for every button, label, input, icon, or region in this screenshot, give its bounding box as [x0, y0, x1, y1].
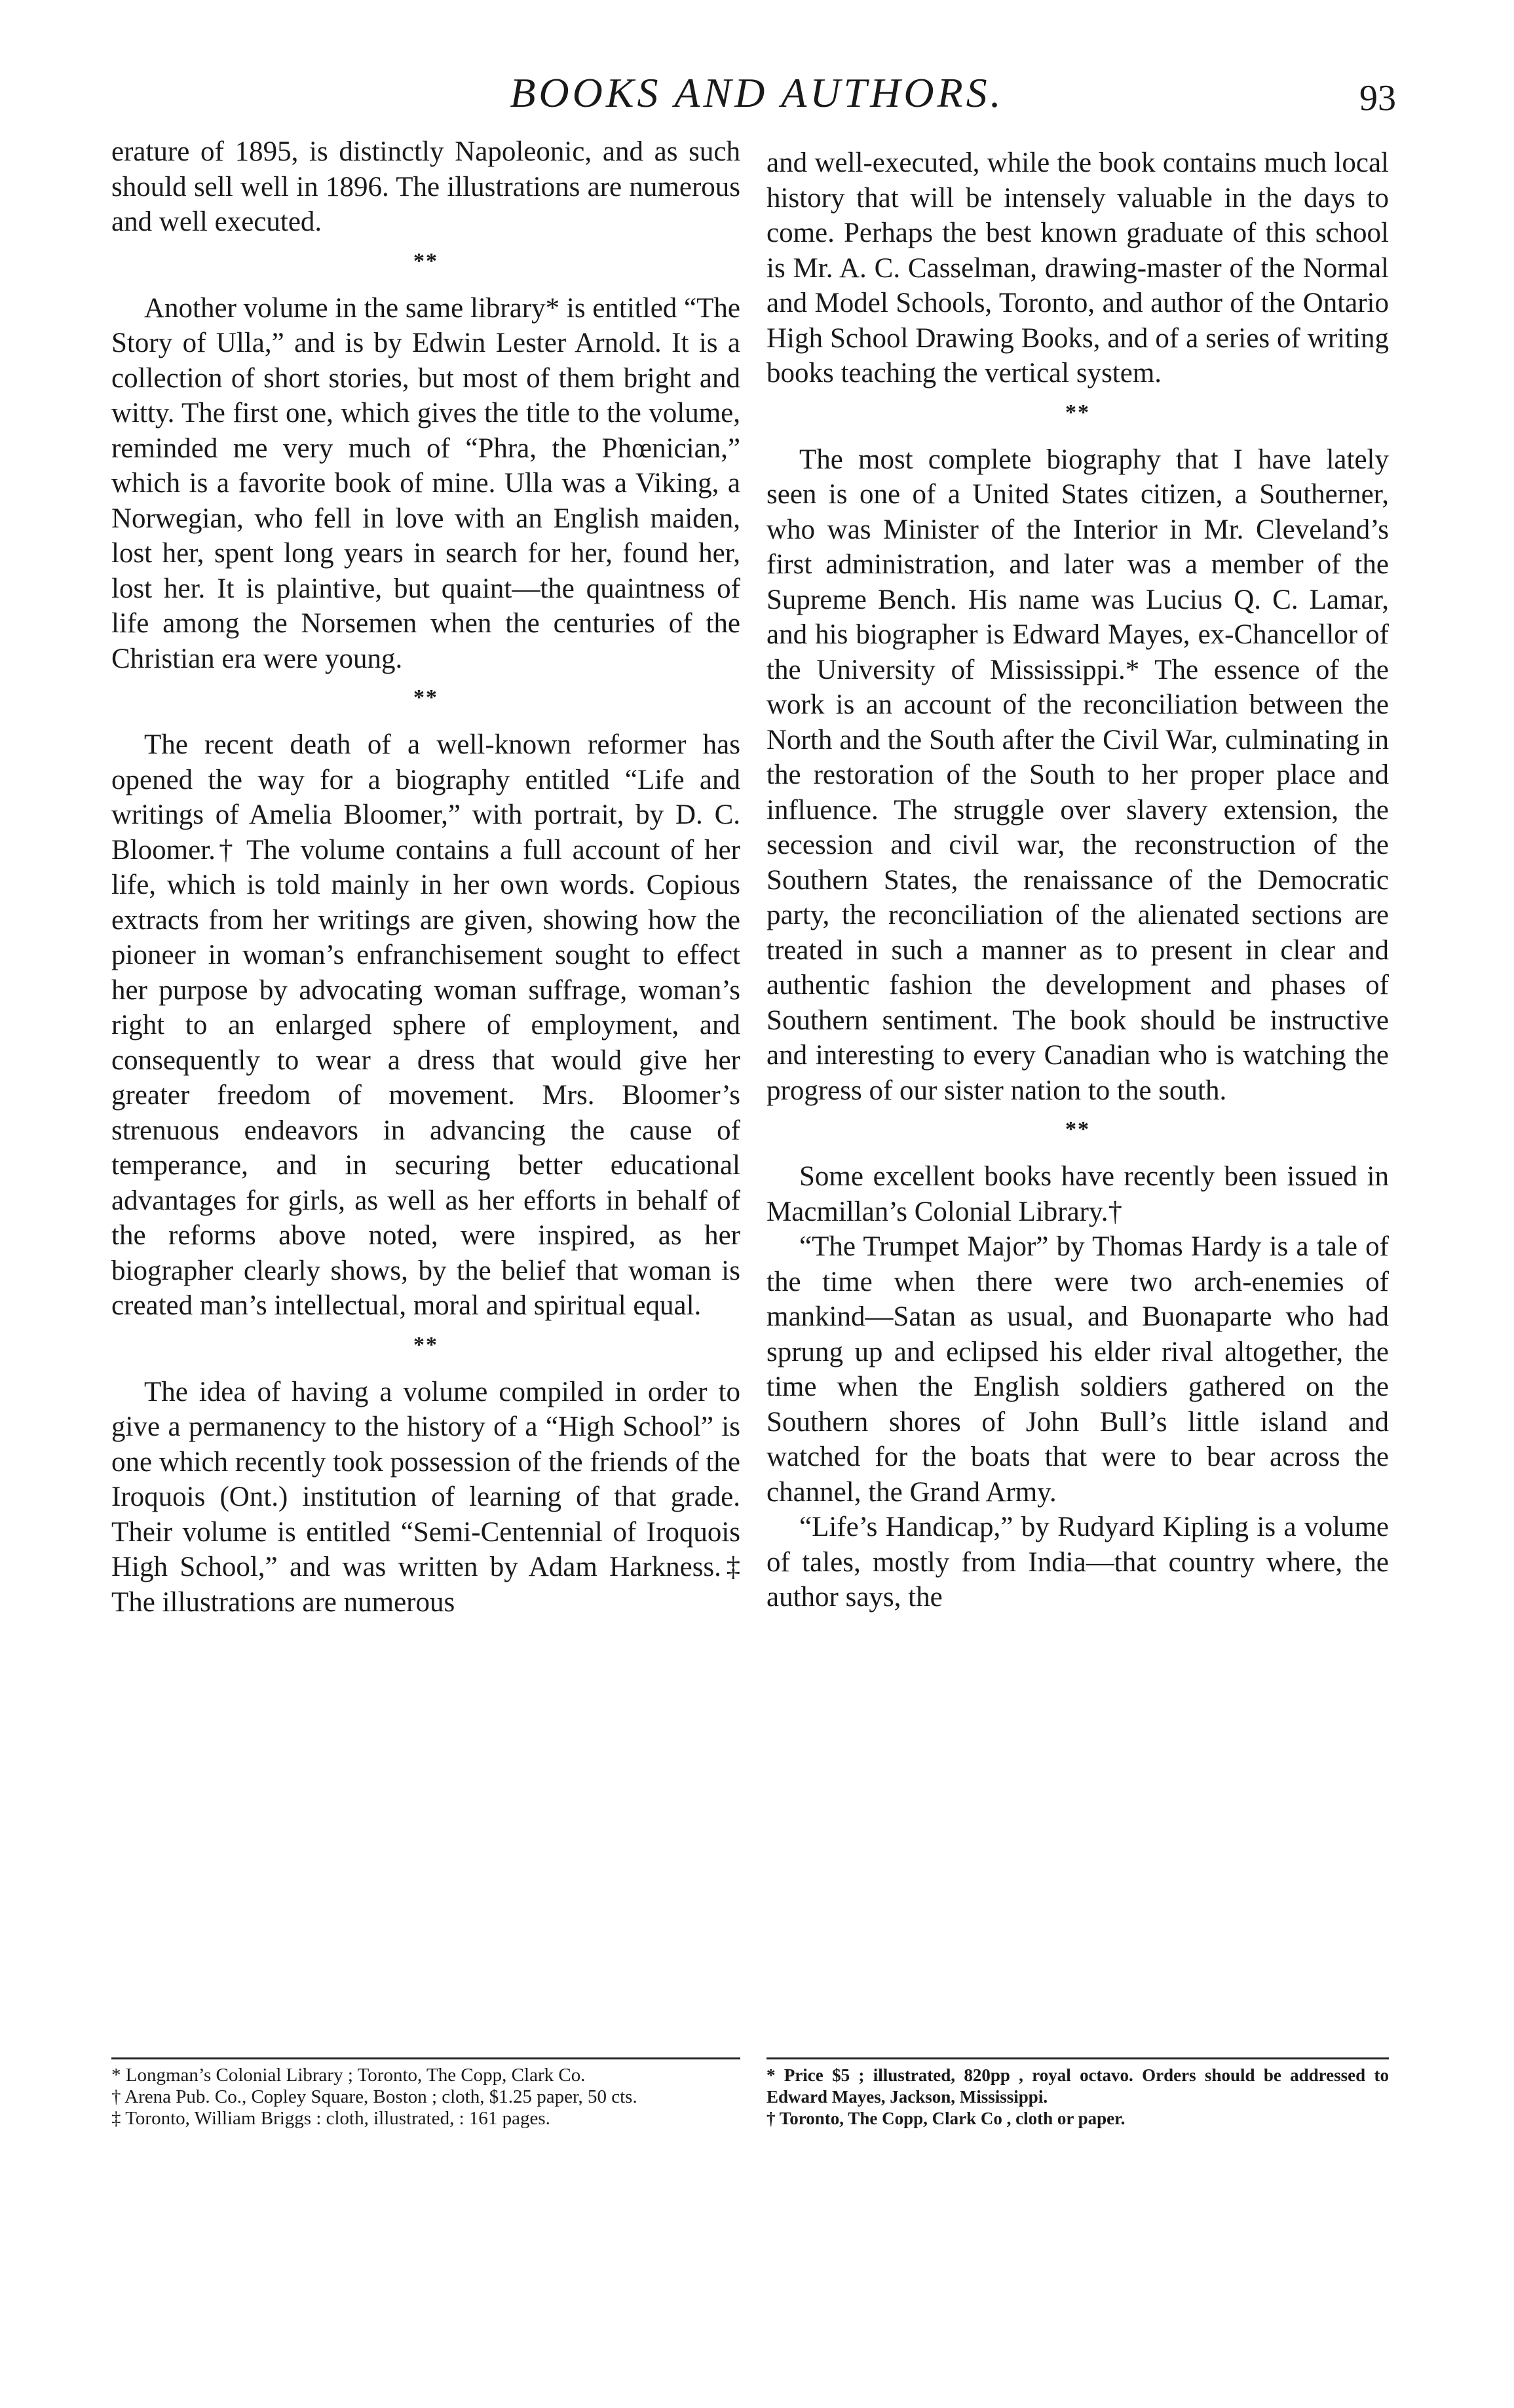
footnote: * Longman’s Colonial Library ; Toronto, The Copp, Clark Co. [111, 2065, 586, 2086]
left-column [111, 134, 740, 1620]
footnote: † Toronto, The Copp, Clark Co , cloth or paper. [766, 2109, 1126, 2128]
footnote: * Price $5 ; illustrated, 820pp , royal octavo. Orders should be addressed to Edward Mayes, Jackson, Mississippi. [766, 2065, 1389, 2107]
page-number: 93 [1359, 78, 1396, 119]
right-paragraph-5: “Life’s Handicap,” by Rudyard Kipling is a volume of tales, mostly from India—that country where, the author says, the [766, 1512, 1389, 1613]
right-paragraph-4: “The Trumpet Major” by Thomas Hardy is a tale of the time when there were two arch-enemies of mankind—Satan as usual, and Buonaparte who had sprung up and eclipsed his elder rival altogether, the time when the English soldiers gathered on the Southern shores of John Bull’s little island and watched for the boats that were to bear across the channel, the Grand Army. [766, 1231, 1389, 1508]
footnote: ‡ Toronto, William Briggs : cloth, illustrated, : 161 pages. [111, 2108, 550, 2129]
section-separator: ** [413, 1332, 438, 1357]
right-paragraph-3: Some excellent books have recently been issued in Macmillan’s Colonial Library.† [766, 1161, 1389, 1227]
running-title: BOOKS AND AUTHORS. [510, 69, 1004, 116]
section-separator: ** [1065, 400, 1090, 425]
left-paragraph-4: The idea of having a volume compiled in order to give a permanency to the history of a “High School” is one which recently took possession of the friends of the Iroquois (Ont.) institution of learning of that grade. Their volume is entitled “Semi-Centennial of Iroquois High School,” and was written by Adam Harkness.‡ The illustrations are numerous [111, 1376, 740, 1618]
section-separator: ** [1065, 1117, 1090, 1141]
right-paragraph-1: and well-executed, while the book contains much local history that will be intensely valuable in the days to come. Perhaps the best known graduate of this school is Mr. A. C. Casselman, drawing-master of the Normal and Model Schools, Toronto, and author of the Ontario High School Drawing Books, and of a series of writing books teaching the vertical system. [766, 147, 1389, 389]
right-paragraph-2: The most complete biography that I have lately seen is one of a United States citizen, a Southerner, who was Minister of the Interior in Mr. Cleveland’s first administration, and later was a member of the Supreme Bench. His name was Lucius Q. C. Lamar, and his biographer is Edward Mayes, ex-Chancellor of the University of Mississippi.* The essence of the work is an account of the reconciliation between the North and the South after the Civil War, culminating in the restoration of the South to her proper place and influence. The struggle over slavery extension, the secession and civil war, the reconstruction of the Southern States, the renaissance of the Democratic party, the reconciliation of the alienated sections are treated in such a manner as to present in clear and authentic fashion the development and phases of Southern sentiment. The book should be instructive and interesting to every Canadian who is watching the progress of our sister nation to the south. [766, 444, 1389, 1106]
left-paragraph-1: erature of 1895, is distinctly Napoleonic, and as such should sell well in 1896. The illustrations are numerous and well executed. [111, 136, 740, 237]
left-paragraph-3: The recent death of a well-known reformer has opened the way for a biography entitled “Life and writings of Amelia Bloomer,” with portrait, by D. C. Bloomer.† The volume contains a full account of her life, which is told mainly in her own words. Copious extracts from her writings are given, showing how the pioneer in woman’s enfranchisement sought to effect her purpose by advocating woman suffrage, woman’s right to an enlarged sphere of employment, and consequently to wear a dress that would give her greater freedom of movement. Mrs. Bloomer’s strenuous endeavors in advancing the cause of temperance, and in securing better educational advantages for girls, as well as her efforts in behalf of the reforms above noted, were inspired, as her biographer clearly shows, by the belief that woman is created man’s intellectual, moral and spiritual equal. [111, 729, 740, 1321]
left-paragraph-2: Another volume in the same library* is entitled “The Story of Ulla,” and is by Edwin Lester Arnold. It is a collection of short stories, but most of them bright and witty. The first one, which gives the title to the volume, reminded me very much of “Phra, the Phœnician,” which is a favorite book of mine. Ulla was a Viking, a Norwegian, who fell in love with an English maiden, lost her, spent long years in search for her, found her, lost her. It is plaintive, but quaint—the quaintness of life among the Norsemen when the centuries of the Christian era were young. [111, 292, 740, 674]
section-separator: ** [413, 685, 438, 710]
section-separator: ** [413, 248, 438, 273]
left-footnotes [111, 2057, 740, 2130]
right-footnotes [766, 2057, 1389, 2130]
right-column [766, 145, 1389, 1615]
footnote: † Arena Pub. Co., Copley Square, Boston ; cloth, $1.25 paper, 50 cts. [111, 2086, 637, 2107]
